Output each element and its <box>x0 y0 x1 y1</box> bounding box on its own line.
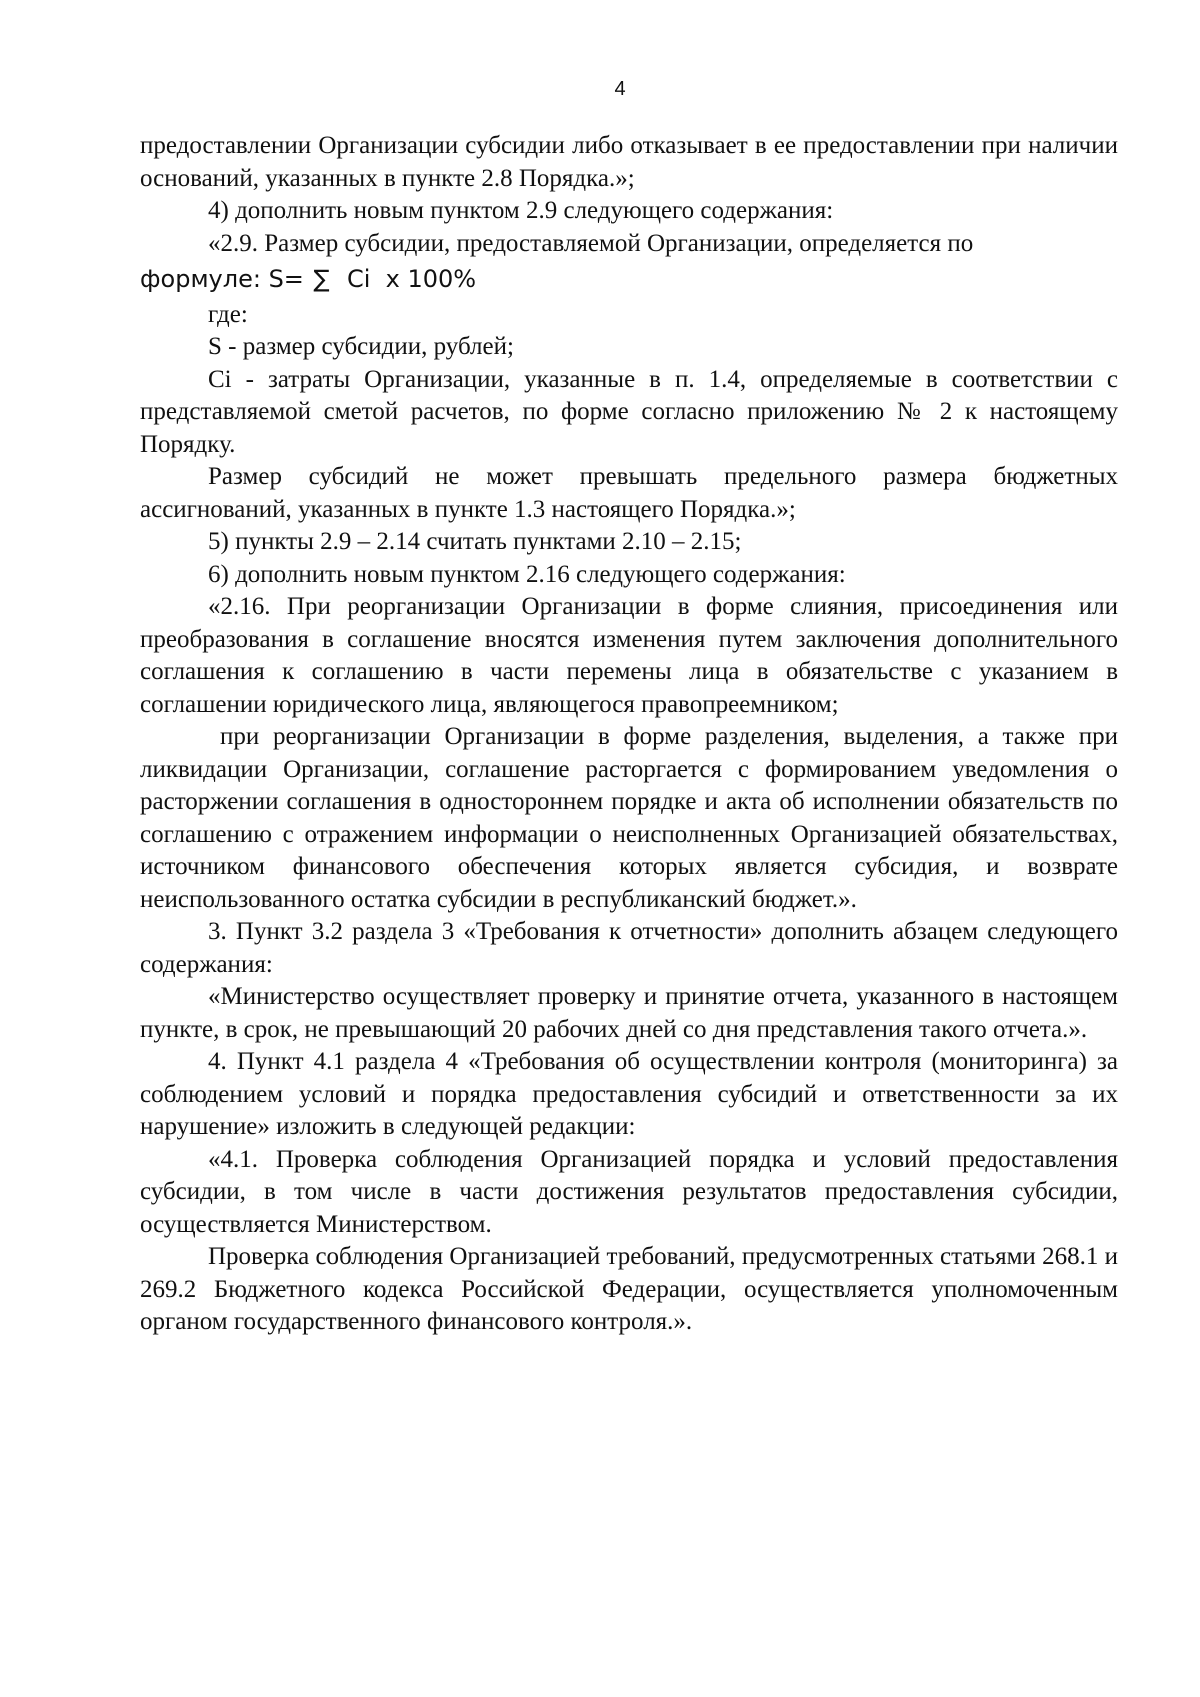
paragraph: Ci - затраты Организации, указанные в п. 1.4, определяемые в соответствии с представляемой сметой расчетов, по форме согласно приложению № 2 к настоящему Порядку. <box>140 365 1118 458</box>
paragraph: «Министерство осуществляет проверку и принятие отчета, указанного в настоящем пункте, в срок, не превышающий 20 рабочих дней со дня представления такого отчета.». <box>140 983 1118 1043</box>
paragraph: 3. Пункт 3.2 раздела 3 «Требования к отчетности» дополнить абзацем следующего содержания: <box>140 918 1118 978</box>
paragraph: «4.1. Проверка соблюдения Организацией порядка и условий предоставления субсидии, в том числе в части достижения результатов предоставления субсидии, осуществляется Министерством. <box>140 1145 1118 1238</box>
page-number: 4 <box>614 78 626 100</box>
document-body <box>140 130 1118 1339</box>
paragraph: «2.16. При реорганизации Организации в форме слияния, присоединения или преобразования в соглашение вносятся изменения путем заключения дополнительного соглашения к соглашению в части перемены лица в обязательстве с указанием в соглашении юридического лица, являющегося правопреемником; <box>140 593 1118 718</box>
formula-expression: Ci x 100% <box>331 265 477 293</box>
paragraph: S - размер субсидии, рублей; <box>208 333 514 360</box>
paragraph: 4. Пункт 4.1 раздела 4 «Требования об осуществлении контроля (мониторинга) за соблюдением условий и порядка предоставления субсидий и ответственности за их нарушение» изложить в следующей редакции: <box>140 1048 1118 1140</box>
paragraph: предоставлении Организации субсидии либо отказывает в ее предоставлении при наличии оснований, указанных в пункте 2.8 Порядка.»; <box>140 132 1118 192</box>
paragraph: где: <box>208 300 248 328</box>
formula-prefix: формуле: S= <box>140 265 312 293</box>
sigma-symbol: ∑ <box>313 265 330 293</box>
subsidy-formula <box>140 263 1118 296</box>
paragraph: «2.9. Размер субсидии, предоставляемой Организации, определяется по <box>208 229 974 257</box>
paragraph: Проверка соблюдения Организацией требований, предусмотренных статьями 268.1 и 269.2 Бюджетного кодекса Российской Федерации, осуществляется уполномоченным органом государственного финансового контроля.». <box>140 1243 1118 1335</box>
paragraph: при реорганизации Организации в форме разделения, выделения, а также при ликвидации Организации, соглашение расторгается с формированием уведомления о расторжении соглашения в одностороннем порядке и акта об исполнении обязательств по соглашению с отражением информации о неисполненных Организацией обязательствах, источником финансового обеспечения которых является субсидия, и возврате неиспользованного остатка субсидии в республиканский бюджет.». <box>140 723 1118 913</box>
paragraph: 6) дополнить новым пунктом 2.16 следующего содержания: <box>208 560 846 588</box>
paragraph: 5) пункты 2.9 – 2.14 считать пунктами 2.10 – 2.15; <box>208 528 742 555</box>
paragraph: Размер субсидий не может превышать предельного размера бюджетных ассигнований, указанных в пункте 1.3 настоящего Порядка.»; <box>140 463 1118 523</box>
paragraph: 4) дополнить новым пунктом 2.9 следующего содержания: <box>208 197 834 224</box>
